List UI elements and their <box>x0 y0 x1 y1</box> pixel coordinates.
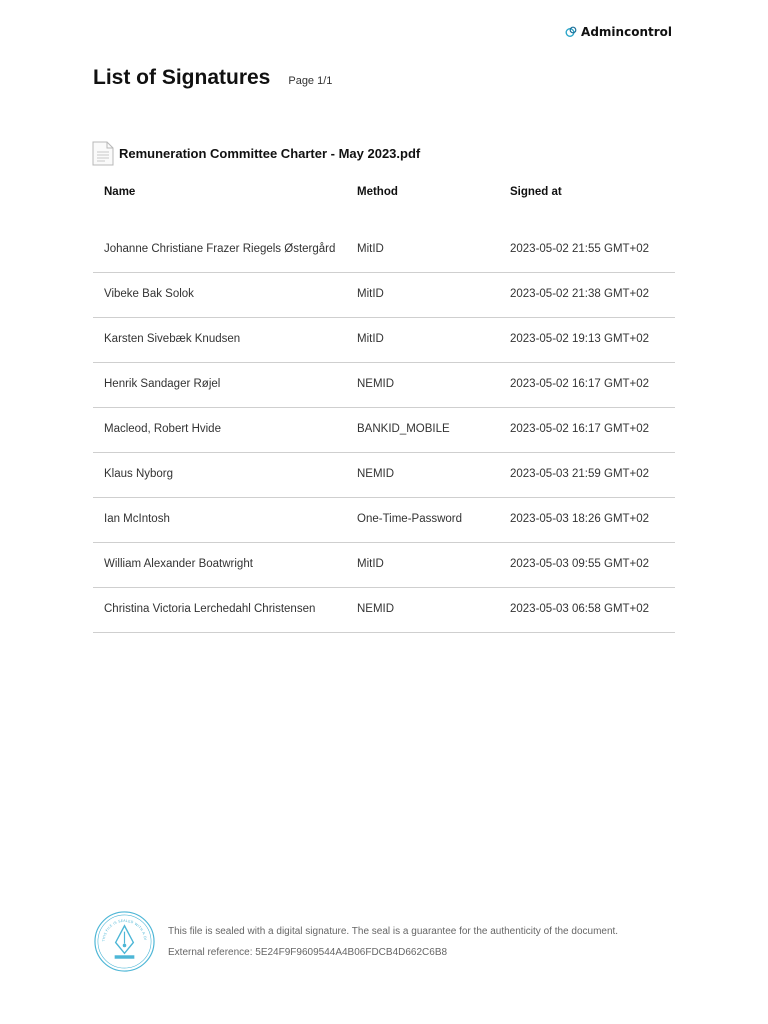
signed-at: 2023-05-02 21:38 GMT+02 <box>499 273 675 318</box>
admincontrol-logo-icon <box>565 26 577 38</box>
signed-at: 2023-05-02 19:13 GMT+02 <box>499 318 675 363</box>
brand-name: Admincontrol <box>581 25 672 39</box>
title-row <box>93 66 332 90</box>
signatures-table <box>93 172 675 633</box>
table-row <box>93 543 675 588</box>
signer-name: Johanne Christiane Frazer Riegels Østergård <box>93 228 346 273</box>
signed-at: 2023-05-02 21:55 GMT+02 <box>499 228 675 273</box>
signed-at: 2023-05-03 06:58 GMT+02 <box>499 588 675 633</box>
signed-at: 2023-05-02 16:17 GMT+02 <box>499 408 675 453</box>
document-header <box>92 141 420 166</box>
column-header-signed-at: Signed at <box>510 186 562 198</box>
table-row <box>93 453 675 498</box>
column-header-name: Name <box>104 186 136 198</box>
signer-name: Macleod, Robert Hvide <box>93 408 346 453</box>
table-header-row <box>93 172 675 228</box>
signed-at: 2023-05-03 09:55 GMT+02 <box>499 543 675 588</box>
signer-name: Henrik Sandager Røjel <box>93 363 346 408</box>
signer-name: Christina Victoria Lerchedahl Christensen <box>93 588 346 633</box>
table-row <box>93 498 675 543</box>
seal-note: This file is sealed with a digital signature. The seal is a guarantee for the authenticity of the document. <box>168 925 619 937</box>
brand-logo <box>565 25 672 39</box>
table-row <box>93 363 675 408</box>
document-filename: Remuneration Committee Charter - May 2023.pdf <box>119 146 421 161</box>
signer-name: Ian McIntosh <box>93 498 346 543</box>
signing-method: MitID <box>346 318 499 363</box>
document-icon <box>92 141 114 166</box>
column-header-method: Method <box>357 186 398 198</box>
signer-name: Klaus Nyborg <box>93 453 346 498</box>
signing-method: MitID <box>346 543 499 588</box>
signer-name: William Alexander Boatwright <box>93 543 346 588</box>
signing-method: MitID <box>346 273 499 318</box>
signing-method: MitID <box>346 228 499 273</box>
table-row <box>93 318 675 363</box>
signer-name: Karsten Sivebæk Knudsen <box>93 318 346 363</box>
footer <box>93 910 618 973</box>
table-row <box>93 408 675 453</box>
signing-method: One-Time-Password <box>346 498 499 543</box>
signing-method: NEMID <box>346 453 499 498</box>
table-row <box>93 273 675 318</box>
signing-method: NEMID <box>346 588 499 633</box>
signing-method: BANKID_MOBILE <box>346 408 499 453</box>
table-row <box>93 588 675 633</box>
signed-at: 2023-05-03 21:59 GMT+02 <box>499 453 675 498</box>
svg-text:THIS FILE IS SEALED WITH A DIG: THIS FILE IS SEALED WITH A DI <box>101 918 148 942</box>
external-reference: External reference: 5E24F9F9609544A4B06FDCB4D662C6B8 <box>168 946 448 958</box>
page-number: Page 1/1 <box>288 75 333 87</box>
signing-method: NEMID <box>346 363 499 408</box>
page-title: List of Signatures <box>93 66 271 89</box>
signer-name: Vibeke Bak Solok <box>93 273 346 318</box>
table-row <box>93 228 675 273</box>
digital-seal-icon <box>93 910 156 973</box>
signed-at: 2023-05-03 18:26 GMT+02 <box>499 498 675 543</box>
signed-at: 2023-05-02 16:17 GMT+02 <box>499 363 675 408</box>
